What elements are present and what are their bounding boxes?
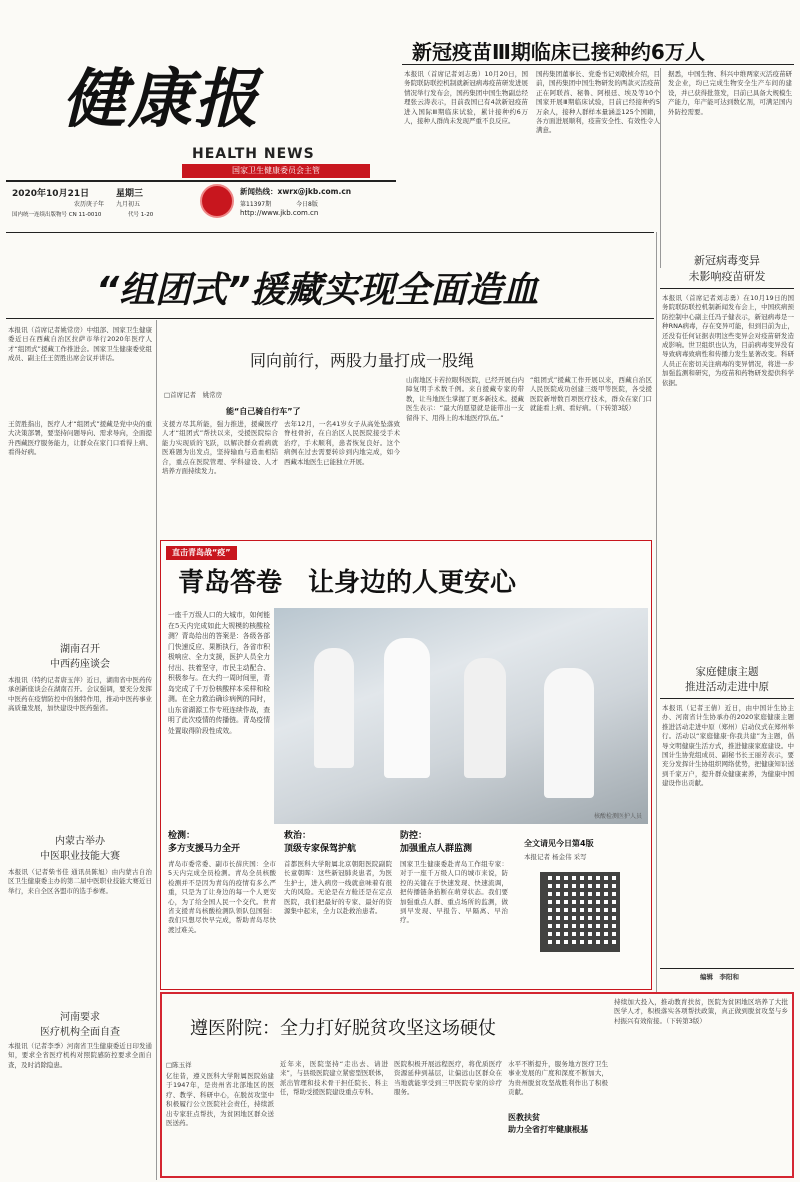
- qingdao-col2: 首都医科大学附属北京朝阳医院副院长童朝晖：这些新冠肺炎患者，为医生护士，进入病房一线就意味着有很大的风险。无论是在方舱还是在定点医院，我们把最好的专家、最好的资源集中起来，全力以赴救治患者。: [284, 860, 392, 916]
- feature-col-4: 水平不断提升，服务地方医疗卫生事业发展的广度和深度不断加大，为贵州脱贫攻坚战胜利作出了积极贡献。: [508, 1060, 608, 1097]
- quote-heading: 能“自己骑自行车”了: [226, 407, 301, 416]
- photo-caption: 核酸检测医护人员: [593, 813, 642, 820]
- sponsor-bar: 国家卫生健康委员会主管: [182, 164, 370, 178]
- qingdao-photo: [274, 608, 648, 824]
- right-top-body: 本报讯（首席记者刘志勇）在10月19日的国务院联防联控机制新闻发布会上，中国疾病预防控制中心副主任冯子健表示，新冠病毒是一种RNA病毒，存在变异可能，但到目前为止，还没有任何证据表明这些变异会对疫苗研发造成影响。世卫组织也认为，目前病毒变异没有导致病毒致病性和传播力发生显著改变。科研人员正在密切关注病毒的变异情况，将进一步加强监测和研究，为疫苗和药物研发提供科学依据。: [662, 294, 794, 387]
- weekday: 星期三: [116, 189, 144, 199]
- main-story-col-d: “组团式”援藏工作开展以来，西藏自治区人民医院成功创建三级甲等医院，各受援医院新增数百项医疗技术，群众在家门口就能看上病、看好病。（下转第3版）: [530, 376, 652, 413]
- top-story-col-2: 国药集团董事长、党委书记刘敬桢介绍，目前，国药集团中国生物研发的两款灭活疫苗正在阿联酋、秘鲁、阿根廷、埃及等10个国家开展Ⅲ期临床试验，目前已经接种约5万余人，接种人群样本量涵盖125个国籍，各方面进展顺利，疫苗安全性、有效性令人满意。: [536, 70, 660, 135]
- left-heading-3: 内蒙古举办 中医职业技能大赛: [40, 836, 120, 862]
- right-top-title: 新冠病毒变异 未影响疫苗研发: [688, 254, 766, 283]
- cn-number: 国内统一连续出版物号 CN 11-0010: [12, 212, 102, 218]
- top-story-title: 新冠疫苗Ⅲ期临床已接种约6万人: [412, 40, 705, 64]
- hotline: 新闻热线：xwrx@jkb.com.cn: [240, 187, 352, 196]
- left-heading-4: 河南要求 医疗机构全面自查: [40, 1012, 120, 1038]
- editor: 编辑 李阳和: [700, 973, 739, 981]
- qingdao-more[interactable]: 全文请见今日第4版: [524, 839, 594, 848]
- qingdao-title: 青岛答卷 让身边的人更安心: [178, 568, 517, 598]
- qingdao-col1-head: 检测： 多方支援马力全开: [168, 831, 241, 854]
- feature-col-5: 持续加大投入，推动教育扶贫，医院为贫困地区培养了大批医学人才，积极落实各项帮扶政策，真正做到脱贫攻坚与乡村振兴有效衔接。（下转第3版）: [614, 998, 788, 1025]
- feature-title: 遵医附院：全力打好脱贫攻坚这场硬仗: [190, 1018, 496, 1039]
- byline: □首席记者 姚常房: [164, 391, 223, 399]
- qingdao-col3: 国家卫生健康委赴青岛工作组专家：对于一座千万级人口的城市来说，防控的关键在于快速发现、快速流调，把传播链条掐断在萌芽状态。我们要加强重点人群、重点场所的监测，做到早发现、早报告、早隔离、早治疗。: [400, 860, 508, 925]
- right-bottom-title: 家庭健康主题 推进活动走进中原: [685, 666, 769, 693]
- qingdao-col1: 青岛市委常委、副市长薛庆国：全市5天内完成全员检测。青岛全员核酸检测并不是因为青岛的疫情有多么严重，只是为了让身边的每一个人更安心，为了给全国人民一个交代。世青省支援青岛核酸检测队领队包国强：我们只想尽快早完成，帮助青岛尽快渡过难关。: [168, 860, 276, 934]
- top-story-col-3: 据悉，中国生物、科兴中维两家灭活疫苗研发企业，均已完成生物安全生产车间的建设，并已获得批签发，目前已具备大规模生产能力，年产能可达到数亿剂，可满足国内外防控需要。: [668, 70, 792, 116]
- left-col-p2: 本报讯（特约记者唐玉萍）近日，湖南省中医药传承创新座谈会在湖南召开。会议强调，要充分发挥中医药在疫情防控中的独特作用，推动中医药事业高质量发展，加快建设中医药强省。: [8, 676, 152, 713]
- feature-subhead: 医教扶贫 助力全省打牢健康根基: [508, 1113, 588, 1134]
- left-col-p1: 王贺胜指出，医疗人才“组团式”援藏是党中央的重大决策部署，要坚持问题导向、需求导向，全面提升西藏医疗服务能力，让群众在家门口看得上病、看得好病。: [8, 420, 152, 457]
- main-story-col-c: 山南地区卡若拉眼科医院，已经开展白内障复明手术数千例。来自援藏专家的带教，让当地医生掌握了更多新技术。援藏医生表示：“最大的愿望就是能带出一支留得下、用得上的本地医疗队伍。”: [406, 376, 524, 422]
- issue-number: 第11397期: [240, 201, 272, 208]
- sub-headline: 同向前行，两股力量打成一股绳: [250, 351, 475, 370]
- qr-code-icon[interactable]: [540, 872, 620, 952]
- feature-byline: □陈玉祥: [166, 1061, 192, 1069]
- qingdao-tag: 直击青岛战“疫”: [166, 546, 237, 560]
- feature-col-1: 亿往昔，遵义医科大学附属医院始建于1947年，是贵州省北部地区的医疗、教学、科研中心，在脱贫攻坚中积极履行公立医院社会责任，持续派出专家驻点帮扶，为贫困地区群众送医送药。: [166, 1072, 274, 1128]
- feature-col-2: 近年来，医院坚持“走出去、请进来”，与县级医院建立紧密型医联体，派出管理和技术骨干担任院长、科主任，帮助受援医院建设重点专科。: [280, 1060, 388, 1097]
- top-story-col-1: 本报讯（首席记者刘志勇）10月20日，国务院联防联控机制就新冠病毒疫苗研发进展情况举行发布会，国药集团中国生物副总经理张云涛表示，目前我国已有4款新冠疫苗进入国际Ⅲ期临床试验，累计接种约6万人，接种人群尚未发现严重不良反应。: [404, 70, 528, 126]
- logo: 健康报: [62, 62, 260, 137]
- main-headline: “组团式”援藏实现全面造血: [96, 270, 539, 311]
- qingdao-col2-head: 救治： 顶级专家保驾护航: [284, 831, 357, 854]
- main-story-lead: 本报讯（首席记者姚常房）中组部、国家卫生健康委近日在西藏自治区拉萨市举行2020年医疗人才“组团式”援藏工作推进会。国家卫生健康委党组成员、副主任王贺胜出席会议并讲话。: [8, 326, 152, 363]
- date: 2020年10月21日: [12, 189, 90, 199]
- seal-icon: [200, 184, 234, 218]
- feature-col-3: 医院积极开展远程医疗，将优质医疗资源延伸到基层，让偏远山区群众在当地就能享受到三甲医院专家的诊疗服务。: [394, 1060, 502, 1097]
- website[interactable]: http://www.jkb.com.cn: [240, 209, 319, 217]
- qingdao-intro: 一座千万级人口的大城市，如何能在5天内完成如此大规模的核酸检测？青岛给出的答案是：各级各部门快速反应、果断执行，各省市积极响应、全力支援，医护人员全力付出、扶着坚守，市民主动配合、积极参与。在大约一周时间里，青岛完成了千万份核酸样本采样和检测。在全力救治确诊病例的同时，山东省湖源工作专班连续作战，查明了此次疫情的传播链。青岛疫情处置取得阶段性成效。: [168, 611, 270, 735]
- main-story-col-a: 支援方尽其所能，强力推进，援藏医疗人才“组团式”帮扶以来，受援医院综合能力实现质的飞跃，以解决群众看病就医难题为出发点，坚持输血与造血相结合，重点在医院管理、学科建设、人才培养方面持续发力。: [162, 420, 278, 476]
- qingdao-col3-head: 防控： 加强重点人群监测: [400, 831, 473, 854]
- lunar-year: 农历庚子年: [74, 201, 105, 208]
- main-story-col-b: 去年12月，一名41岁女子从高处坠落致脊柱骨折，在自治区人民医院接受手术治疗，手术顺利，患者恢复良好。这个病例在过去需要转诊到内地完成，如今西藏本地医生已能独立开展。: [284, 420, 400, 466]
- left-col-p3: 本报讯（记者柴书佳 通讯员陈旭）由内蒙古自治区卫生健康委主办的第二届中医职业技能大赛近日举行，来自全区各盟市的选手参赛。: [8, 868, 152, 895]
- page-count: 今日8版: [296, 201, 318, 208]
- left-col-p4: 本报讯（记者李季）河南省卫生健康委近日印发通知，要求全省医疗机构对照院感防控要求全面自查，及时消除隐患。: [8, 1042, 152, 1069]
- postal-code: 代号 1-20: [128, 212, 154, 218]
- qingdao-reporter: 本报记者 杨金伟 采写: [524, 853, 587, 861]
- health-news-label: HEALTH NEWS: [192, 146, 315, 162]
- right-bottom-body: 本报讯（记者王倩）近日，由中国计生协主办、河南省计生协承办的2020家庭健康主题推进活动走进中原（郑州）启动仪式在郑州举行。活动以“家庭健康·你我共建”为主题，倡导文明健康生活方式，推进健康家庭建设。中国计生协党组成员、副秘书长王丽芳表示，要充分发挥计生协组织网络优势，把健康知识送到千家万户，提升群众健康素养，为健康中国建设作出贡献。: [662, 704, 794, 788]
- lunar-day: 九月初五: [116, 201, 141, 208]
- left-heading-2: 湖南召开 中西药座谈会: [50, 644, 110, 670]
